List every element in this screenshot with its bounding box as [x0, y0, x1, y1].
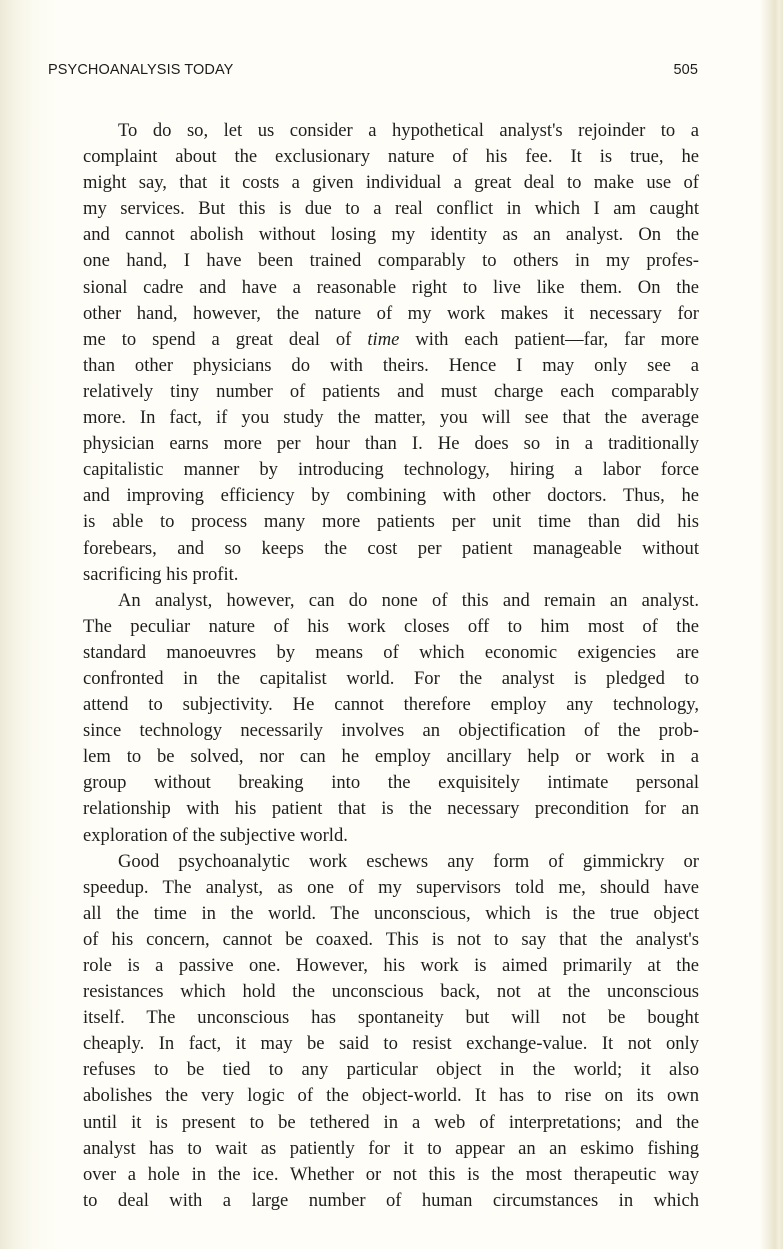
text-line: role is a passive one. However, his work is aimed primarily at the — [83, 955, 699, 976]
paragraph-1 — [83, 118, 699, 588]
text-line: sional cadre and have a reasonable right to live like them. On the — [83, 276, 699, 298]
text-line: one hand, I have been trained comparably to others in my profes- — [83, 250, 699, 272]
text-line: relationship with his patient that is the necessary precondition for an — [83, 798, 699, 820]
text-line: itself. The unconscious has spontaneity but will not be bought — [83, 1007, 699, 1029]
text-line: capitalistic manner by introducing technology, hiring a labor force — [83, 459, 699, 481]
text-line: cheaply. In fact, it may be said to resist exchange-value. It not only — [83, 1033, 699, 1055]
text-line: The peculiar nature of his work closes off to him most of the — [83, 615, 699, 637]
text-line: to deal with a large number of human circumstances in which — [83, 1189, 699, 1211]
paragraph-3 — [83, 849, 699, 1214]
text-line: might say, that it costs a given individual a great deal to make use of — [83, 172, 699, 194]
text-segment: with each patient—far, far more — [399, 328, 700, 350]
text-line: To do so, let us consider a hypothetical analyst's rejoinder to a — [118, 120, 699, 141]
running-title: PSYCHOANALYSIS TODAY — [48, 62, 234, 78]
text-line: other hand, however, the nature of my work makes it necessary for — [83, 302, 699, 324]
text-segment: me to spend a great deal of — [83, 328, 368, 350]
text-line: since technology necessarily involves an objectification of the prob- — [83, 720, 699, 742]
text-line: An analyst, however, can do none of this and remain an analyst. — [118, 589, 699, 611]
text-line: more. In fact, if you study the matter, you will see that the average — [83, 407, 699, 429]
text-line: attend to subjectivity. He cannot therefore employ any technology, — [83, 694, 699, 716]
text-line: over a hole in the ice. Whether or not this is the most therapeutic way — [83, 1163, 699, 1185]
text-line: standard manoeuvres by means of which economic exigencies are — [83, 641, 699, 663]
text-line: resistances which hold the unconscious back, not at the unconscious — [83, 981, 699, 1003]
text-line: complaint about the exclusionary nature of his fee. It is true, he — [83, 146, 699, 168]
text-line: Good psychoanalytic work eschews any form of gimmickry or — [118, 850, 699, 872]
paragraph-2 — [83, 588, 699, 849]
text-line: sacrificing his profit. — [83, 563, 239, 585]
text-line: and cannot abolish without losing my identity as an analyst. On the — [83, 224, 699, 246]
text-line: confronted in the capitalist world. For the analyst is pledged to — [83, 667, 699, 689]
text-line: refuses to be tied to any particular object in the world; it also — [83, 1059, 699, 1081]
body-text — [83, 118, 699, 1214]
text-line: than other physicians do with theirs. Hence I may only see a — [83, 354, 699, 376]
text-line: exploration of the subjective world. — [83, 824, 348, 846]
text-line: all the time in the world. The unconscious, which is the true object — [83, 902, 699, 924]
emphasis-word: time — [367, 328, 400, 350]
text-line: physician earns more per hour than I. He does so in a traditionally — [83, 433, 699, 455]
text-line: of his concern, cannot be coaxed. This is not to say that the analyst's — [83, 928, 699, 950]
text-line: is able to process many more patients per unit time than did his — [83, 511, 699, 533]
running-head — [48, 62, 698, 82]
text-line: until it is present to be tethered in a web of interpretations; and the — [83, 1111, 699, 1133]
text-line-with-emphasis — [83, 327, 699, 353]
text-line: abolishes the very logic of the object-world. It has to rise on its own — [83, 1085, 699, 1107]
text-line: my services. But this is due to a real conflict in which I am caught — [83, 198, 699, 220]
text-line: lem to be solved, nor can he employ ancillary help or work in a — [83, 746, 699, 768]
text-line: speedup. The analyst, as one of my supervisors told me, should have — [83, 876, 699, 898]
text-line: analyst has to wait as patiently for it to appear an an eskimo fishing — [83, 1137, 699, 1159]
page-number: 505 — [673, 62, 698, 78]
text-line: group without breaking into the exquisitely intimate personal — [83, 772, 699, 794]
text-line: forebears, and so keeps the cost per patient manageable without — [83, 537, 699, 559]
text-line: and improving efficiency by combining with other doctors. Thus, he — [83, 485, 699, 507]
text-line: relatively tiny number of patients and must charge each comparably — [83, 380, 699, 402]
